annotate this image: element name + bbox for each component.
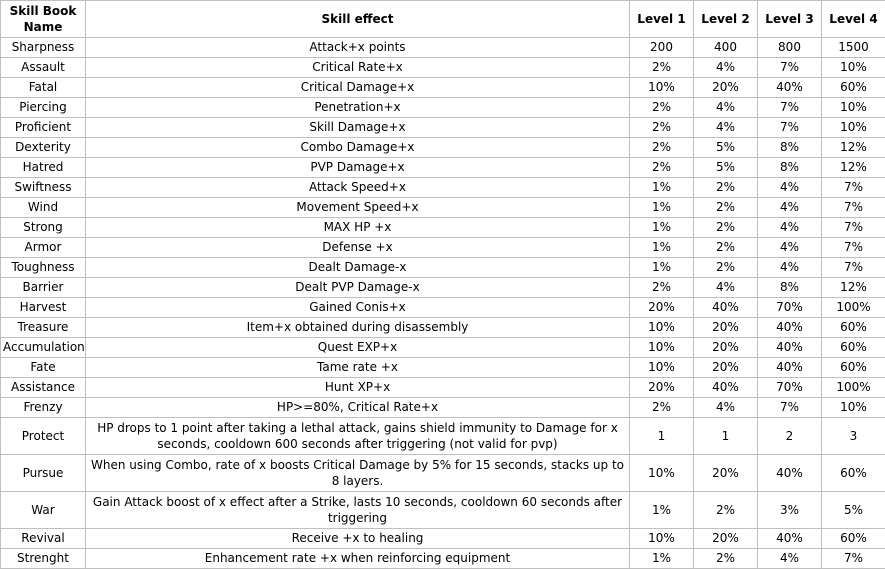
level-2-cell: 20%: [694, 358, 758, 378]
skill-effect-cell: Critical Rate+x: [86, 58, 630, 78]
skill-effect-cell: Gained Conis+x: [86, 298, 630, 318]
skill-effect-cell: Dealt Damage-x: [86, 258, 630, 278]
table-row: [1, 549, 885, 569]
level-4-cell: 60%: [822, 455, 885, 492]
skill-name-cell: Revival: [1, 529, 86, 549]
level-4-cell: 12%: [822, 138, 885, 158]
level-1-cell: 2%: [630, 118, 694, 138]
level-1-cell: 1%: [630, 178, 694, 198]
skill-effect-cell: HP>=80%, Critical Rate+x: [86, 398, 630, 418]
table-row: [1, 455, 885, 492]
skill-name-cell: Sharpness: [1, 38, 86, 58]
level-1-cell: 20%: [630, 378, 694, 398]
level-2-cell: 5%: [694, 158, 758, 178]
skill-name-cell: Fatal: [1, 78, 86, 98]
level-1-cell: 10%: [630, 455, 694, 492]
level-1-cell: 1%: [630, 549, 694, 569]
level-1-cell: 1%: [630, 198, 694, 218]
skill-effect-cell: Gain Attack boost of x effect after a Strike, lasts 10 seconds, cooldown 60 seconds after triggering: [86, 492, 630, 529]
level-1-cell: 2%: [630, 398, 694, 418]
skill-name-cell: Frenzy: [1, 398, 86, 418]
skill-name-cell: Dexterity: [1, 138, 86, 158]
skill-name-cell: Toughness: [1, 258, 86, 278]
level-2-cell: 2%: [694, 549, 758, 569]
table-row: [1, 178, 885, 198]
level-4-cell: 60%: [822, 318, 885, 338]
skill-name-cell: Harvest: [1, 298, 86, 318]
level-2-cell: 20%: [694, 455, 758, 492]
level-4-cell: 5%: [822, 492, 885, 529]
level-2-cell: 2%: [694, 178, 758, 198]
table-row: [1, 398, 885, 418]
level-3-cell: 7%: [758, 98, 822, 118]
level-3-cell: 4%: [758, 258, 822, 278]
skill-effect-cell: PVP Damage+x: [86, 158, 630, 178]
skill-effect-cell: Penetration+x: [86, 98, 630, 118]
level-3-cell: 4%: [758, 238, 822, 258]
level-3-cell: 3%: [758, 492, 822, 529]
level-2-cell: 2%: [694, 238, 758, 258]
level-4-cell: 60%: [822, 358, 885, 378]
level-1-cell: 1%: [630, 258, 694, 278]
level-2-cell: 4%: [694, 58, 758, 78]
level-2-cell: 1: [694, 418, 758, 455]
level-1-cell: 10%: [630, 78, 694, 98]
skill-effect-cell: MAX HP +x: [86, 218, 630, 238]
header-level-3: Level 3: [758, 1, 822, 38]
level-4-cell: 7%: [822, 178, 885, 198]
level-1-cell: 1%: [630, 238, 694, 258]
skill-name-cell: Hatred: [1, 158, 86, 178]
level-4-cell: 10%: [822, 398, 885, 418]
table-row: [1, 358, 885, 378]
skill-name-cell: Treasure: [1, 318, 86, 338]
skill-effect-cell: Defense +x: [86, 238, 630, 258]
header-skill-book-name: Skill Book Name: [1, 1, 86, 38]
skill-effect-cell: Dealt PVP Damage-x: [86, 278, 630, 298]
level-4-cell: 3: [822, 418, 885, 455]
skill-name-cell: Protect: [1, 418, 86, 455]
table-row: [1, 298, 885, 318]
header-skill-effect: Skill effect: [86, 1, 630, 38]
table-row: [1, 492, 885, 529]
level-4-cell: 10%: [822, 98, 885, 118]
table-row: [1, 258, 885, 278]
level-4-cell: 60%: [822, 78, 885, 98]
table-row: [1, 218, 885, 238]
skill-effect-cell: Combo Damage+x: [86, 138, 630, 158]
level-2-cell: 20%: [694, 529, 758, 549]
skill-effect-cell: Skill Damage+x: [86, 118, 630, 138]
level-4-cell: 12%: [822, 278, 885, 298]
skill-name-cell: Strenght: [1, 549, 86, 569]
table-row: [1, 58, 885, 78]
level-1-cell: 1: [630, 418, 694, 455]
level-4-cell: 1500: [822, 38, 885, 58]
level-3-cell: 7%: [758, 58, 822, 78]
level-4-cell: 60%: [822, 529, 885, 549]
table-row: [1, 238, 885, 258]
skill-name-cell: Barrier: [1, 278, 86, 298]
table-row: [1, 158, 885, 178]
level-3-cell: 2: [758, 418, 822, 455]
level-2-cell: 4%: [694, 278, 758, 298]
level-3-cell: 40%: [758, 338, 822, 358]
header-level-2: Level 2: [694, 1, 758, 38]
level-2-cell: 5%: [694, 138, 758, 158]
skill-name-cell: Assistance: [1, 378, 86, 398]
level-2-cell: 20%: [694, 338, 758, 358]
level-3-cell: 8%: [758, 278, 822, 298]
table-row: [1, 378, 885, 398]
table-row: [1, 418, 885, 455]
level-4-cell: 7%: [822, 549, 885, 569]
level-2-cell: 2%: [694, 198, 758, 218]
skill-name-cell: Wind: [1, 198, 86, 218]
level-4-cell: 10%: [822, 118, 885, 138]
level-1-cell: 2%: [630, 98, 694, 118]
skill-name-cell: Assault: [1, 58, 86, 78]
skill-name-cell: Pursue: [1, 455, 86, 492]
skill-name-cell: Strong: [1, 218, 86, 238]
table-row: [1, 138, 885, 158]
level-3-cell: 70%: [758, 378, 822, 398]
level-3-cell: 4%: [758, 198, 822, 218]
table-row: [1, 338, 885, 358]
level-2-cell: 2%: [694, 492, 758, 529]
skill-name-cell: Swiftness: [1, 178, 86, 198]
level-4-cell: 7%: [822, 198, 885, 218]
level-1-cell: 2%: [630, 58, 694, 78]
skill-effect-cell: HP drops to 1 point after taking a lethal attack, gains shield immunity to Damage for x seconds, cooldown 600 seconds after triggering (not valid for pvp): [86, 418, 630, 455]
skill-name-cell: Proficient: [1, 118, 86, 138]
level-3-cell: 4%: [758, 218, 822, 238]
level-3-cell: 7%: [758, 398, 822, 418]
level-2-cell: 40%: [694, 298, 758, 318]
level-3-cell: 4%: [758, 549, 822, 569]
skill-name-cell: Accumulation: [1, 338, 86, 358]
level-4-cell: 7%: [822, 238, 885, 258]
level-2-cell: 4%: [694, 398, 758, 418]
table-row: [1, 318, 885, 338]
skill-name-cell: Fate: [1, 358, 86, 378]
skill-effect-cell: Receive +x to healing: [86, 529, 630, 549]
level-4-cell: 10%: [822, 58, 885, 78]
level-4-cell: 100%: [822, 298, 885, 318]
level-3-cell: 8%: [758, 158, 822, 178]
header-level-1: Level 1: [630, 1, 694, 38]
level-1-cell: 1%: [630, 218, 694, 238]
level-3-cell: 40%: [758, 358, 822, 378]
skill-effect-cell: Attack Speed+x: [86, 178, 630, 198]
level-2-cell: 2%: [694, 218, 758, 238]
table-row: [1, 529, 885, 549]
level-2-cell: 400: [694, 38, 758, 58]
table-row: [1, 98, 885, 118]
table-body: [1, 38, 885, 569]
level-4-cell: 7%: [822, 218, 885, 238]
level-1-cell: 2%: [630, 158, 694, 178]
table-row: [1, 278, 885, 298]
skill-effect-cell: When using Combo, rate of x boosts Critical Damage by 5% for 15 seconds, stacks up to 8 layers.: [86, 455, 630, 492]
level-1-cell: 200: [630, 38, 694, 58]
level-1-cell: 2%: [630, 278, 694, 298]
level-2-cell: 20%: [694, 78, 758, 98]
level-3-cell: 8%: [758, 138, 822, 158]
skill-effect-cell: Item+x obtained during disassembly: [86, 318, 630, 338]
table-row: [1, 198, 885, 218]
level-3-cell: 40%: [758, 318, 822, 338]
level-1-cell: 10%: [630, 338, 694, 358]
skill-name-cell: Armor: [1, 238, 86, 258]
skill-effect-cell: Quest EXP+x: [86, 338, 630, 358]
level-1-cell: 20%: [630, 298, 694, 318]
level-4-cell: 12%: [822, 158, 885, 178]
skill-effect-cell: Hunt XP+x: [86, 378, 630, 398]
table-row: [1, 78, 885, 98]
level-3-cell: 800: [758, 38, 822, 58]
level-4-cell: 100%: [822, 378, 885, 398]
skill-name-cell: War: [1, 492, 86, 529]
level-3-cell: 4%: [758, 178, 822, 198]
level-1-cell: 2%: [630, 138, 694, 158]
level-1-cell: 10%: [630, 358, 694, 378]
level-1-cell: 1%: [630, 492, 694, 529]
table-row: [1, 38, 885, 58]
level-4-cell: 60%: [822, 338, 885, 358]
skill-effect-cell: Tame rate +x: [86, 358, 630, 378]
skill-name-cell: Piercing: [1, 98, 86, 118]
level-2-cell: 4%: [694, 118, 758, 138]
level-2-cell: 20%: [694, 318, 758, 338]
skill-effect-cell: Movement Speed+x: [86, 198, 630, 218]
level-3-cell: 7%: [758, 118, 822, 138]
level-3-cell: 40%: [758, 455, 822, 492]
level-3-cell: 40%: [758, 78, 822, 98]
level-3-cell: 70%: [758, 298, 822, 318]
header-row: [1, 1, 885, 38]
level-1-cell: 10%: [630, 529, 694, 549]
level-2-cell: 2%: [694, 258, 758, 278]
header-level-4: Level 4: [822, 1, 885, 38]
table-row: [1, 118, 885, 138]
table-header: [1, 1, 885, 38]
skill-effect-cell: Critical Damage+x: [86, 78, 630, 98]
skill-effect-cell: Attack+x points: [86, 38, 630, 58]
skill-effect-cell: Enhancement rate +x when reinforcing equipment: [86, 549, 630, 569]
level-4-cell: 7%: [822, 258, 885, 278]
level-3-cell: 40%: [758, 529, 822, 549]
level-2-cell: 40%: [694, 378, 758, 398]
level-2-cell: 4%: [694, 98, 758, 118]
level-1-cell: 10%: [630, 318, 694, 338]
